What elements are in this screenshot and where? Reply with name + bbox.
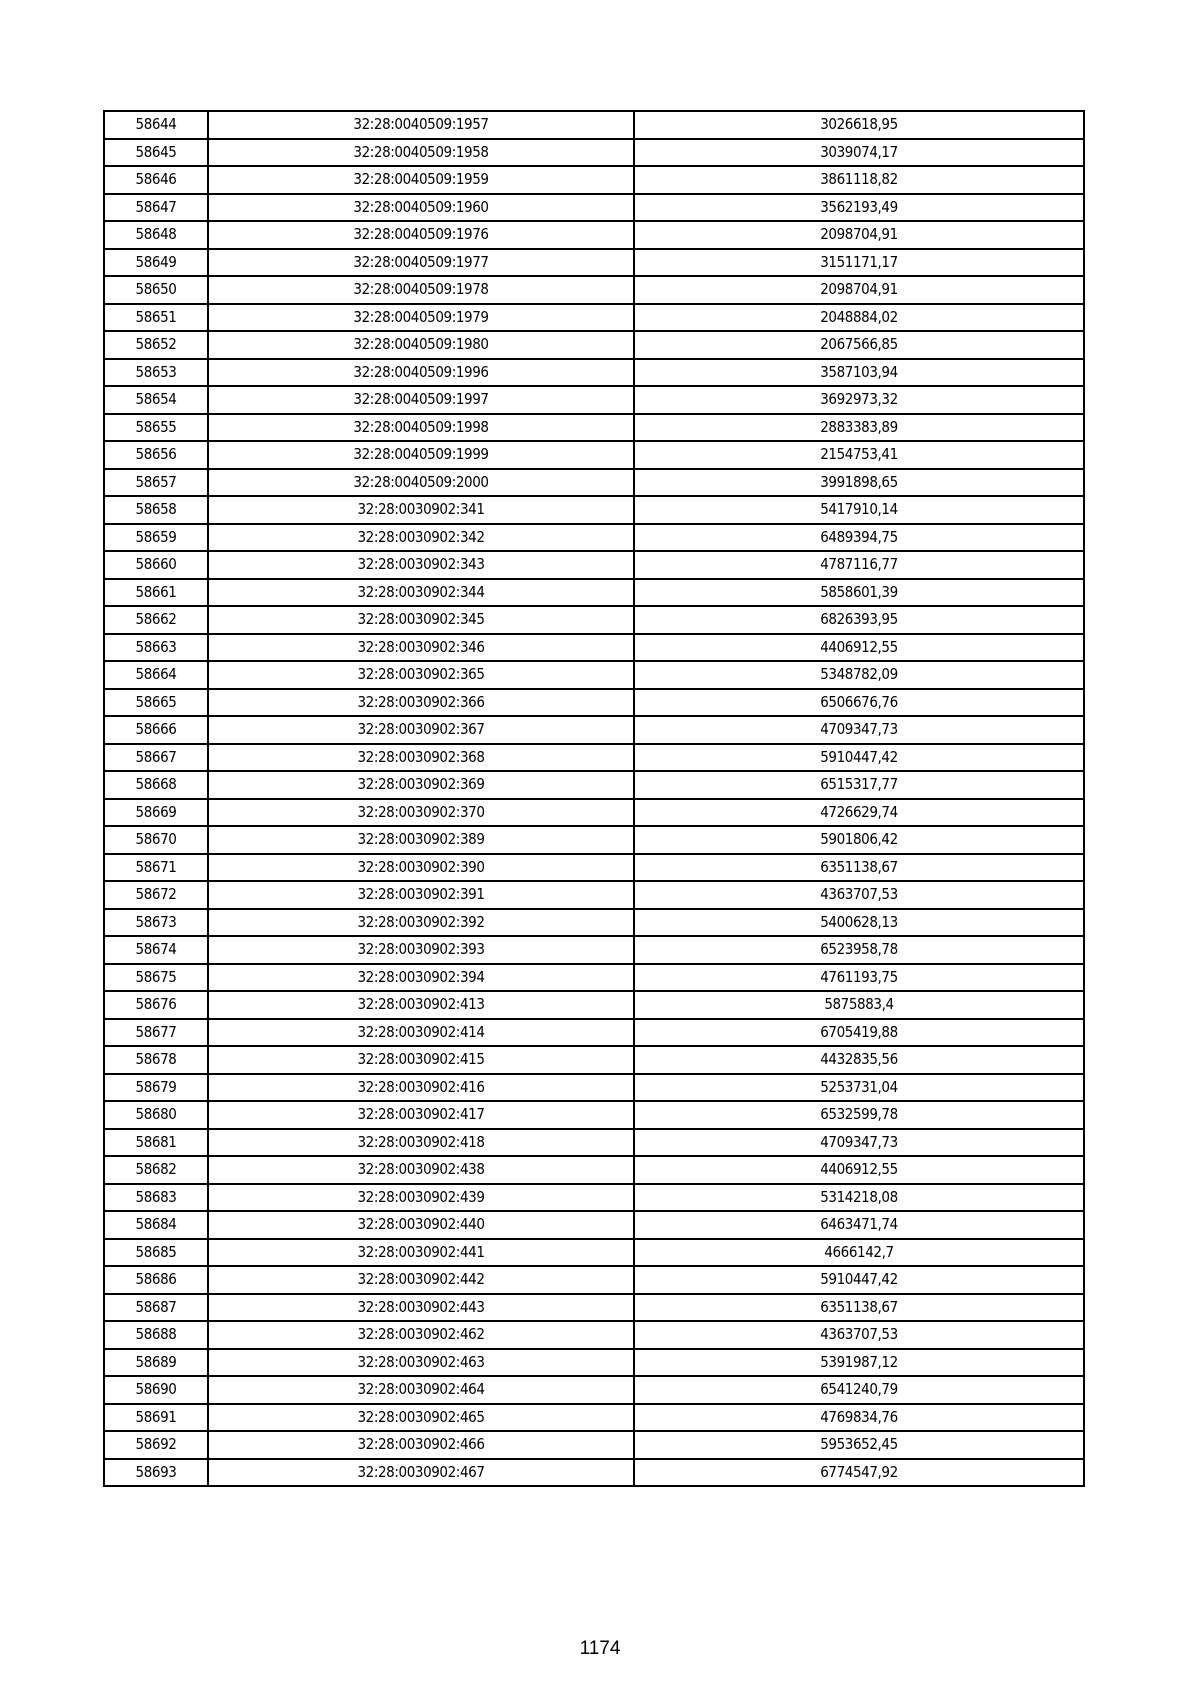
value-cell: 4709347,73: [634, 716, 1084, 744]
row-number-cell: 58652: [104, 331, 208, 359]
table-row: [104, 881, 1084, 909]
table-row: [104, 1101, 1084, 1129]
cadastral-number-cell: 32:28:0030902:344: [208, 579, 634, 607]
value-cell: 4787116,77: [634, 551, 1084, 579]
table-row: [104, 1184, 1084, 1212]
row-number-cell: 58669: [104, 799, 208, 827]
cadastral-number-cell: 32:28:0030902:462: [208, 1321, 634, 1349]
cadastral-number-cell: 32:28:0040509:1978: [208, 276, 634, 304]
value-cell: 5901806,42: [634, 826, 1084, 854]
cadastral-number-cell: 32:28:0030902:438: [208, 1156, 634, 1184]
table-row: [104, 249, 1084, 277]
table-row: [104, 1211, 1084, 1239]
row-number-cell: 58663: [104, 634, 208, 662]
cadastral-number-cell: 32:28:0030902:392: [208, 909, 634, 937]
table-row: [104, 936, 1084, 964]
value-cell: 6705419,88: [634, 1019, 1084, 1047]
cadastral-number-cell: 32:28:0030902:343: [208, 551, 634, 579]
value-cell: 6532599,78: [634, 1101, 1084, 1129]
cadastral-number-cell: 32:28:0030902:370: [208, 799, 634, 827]
table-row: [104, 111, 1084, 139]
table-row: [104, 1459, 1084, 1487]
cadastral-number-cell: 32:28:0030902:464: [208, 1376, 634, 1404]
table-row: [104, 909, 1084, 937]
row-number-cell: 58677: [104, 1019, 208, 1047]
value-cell: 2154753,41: [634, 441, 1084, 469]
table-row: [104, 1074, 1084, 1102]
cadastral-number-cell: 32:28:0040509:1959: [208, 166, 634, 194]
value-cell: 6826393,95: [634, 606, 1084, 634]
cadastral-number-cell: 32:28:0030902:418: [208, 1129, 634, 1157]
cadastral-number-cell: 32:28:0030902:439: [208, 1184, 634, 1212]
value-cell: 4406912,55: [634, 634, 1084, 662]
cadastral-number-cell: 32:28:0040509:1979: [208, 304, 634, 332]
table-row: [104, 826, 1084, 854]
value-cell: 6506676,76: [634, 689, 1084, 717]
table-row: [104, 414, 1084, 442]
table-row: [104, 276, 1084, 304]
cadastral-number-cell: 32:28:0040509:1977: [208, 249, 634, 277]
row-number-cell: 58670: [104, 826, 208, 854]
table-row: [104, 991, 1084, 1019]
row-number-cell: 58680: [104, 1101, 208, 1129]
row-number-cell: 58685: [104, 1239, 208, 1267]
cadastral-number-cell: 32:28:0040509:1997: [208, 386, 634, 414]
cadastral-number-cell: 32:28:0040509:1980: [208, 331, 634, 359]
row-number-cell: 58657: [104, 469, 208, 497]
table-row: [104, 1239, 1084, 1267]
row-number-cell: 58691: [104, 1404, 208, 1432]
value-cell: 6541240,79: [634, 1376, 1084, 1404]
cadastral-number-cell: 32:28:0040509:1958: [208, 139, 634, 167]
table-row: [104, 524, 1084, 552]
row-number-cell: 58678: [104, 1046, 208, 1074]
cadastral-number-cell: 32:28:0030902:389: [208, 826, 634, 854]
table-row: [104, 771, 1084, 799]
row-number-cell: 58662: [104, 606, 208, 634]
value-cell: 2883383,89: [634, 414, 1084, 442]
table-row: [104, 359, 1084, 387]
cadastral-number-cell: 32:28:0030902:443: [208, 1294, 634, 1322]
row-number-cell: 58646: [104, 166, 208, 194]
table-row: [104, 661, 1084, 689]
value-cell: 2098704,91: [634, 276, 1084, 304]
table-row: [104, 689, 1084, 717]
cadastral-number-cell: 32:28:0040509:1960: [208, 194, 634, 222]
table-row: [104, 1046, 1084, 1074]
table-row: [104, 716, 1084, 744]
value-cell: 5400628,13: [634, 909, 1084, 937]
value-cell: 5417910,14: [634, 496, 1084, 524]
cadastral-number-cell: 32:28:0030902:417: [208, 1101, 634, 1129]
table-body: [104, 111, 1084, 1486]
table-row: [104, 606, 1084, 634]
table-row: [104, 139, 1084, 167]
row-number-cell: 58648: [104, 221, 208, 249]
value-cell: 5875883,4: [634, 991, 1084, 1019]
table-row: [104, 1019, 1084, 1047]
table-row: [104, 1376, 1084, 1404]
table-row: [104, 496, 1084, 524]
row-number-cell: 58683: [104, 1184, 208, 1212]
cadastral-number-cell: 32:28:0030902:346: [208, 634, 634, 662]
value-cell: 6774547,92: [634, 1459, 1084, 1487]
value-cell: 5953652,45: [634, 1431, 1084, 1459]
cadastral-number-cell: 32:28:0030902:391: [208, 881, 634, 909]
value-cell: 2098704,91: [634, 221, 1084, 249]
value-cell: 3026618,95: [634, 111, 1084, 139]
table-row: [104, 1431, 1084, 1459]
row-number-cell: 58688: [104, 1321, 208, 1349]
row-number-cell: 58692: [104, 1431, 208, 1459]
page-number: 1174: [579, 1638, 621, 1659]
cadastral-number-cell: 32:28:0030902:441: [208, 1239, 634, 1267]
value-cell: 5314218,08: [634, 1184, 1084, 1212]
value-cell: 3861118,82: [634, 166, 1084, 194]
value-cell: 4769834,76: [634, 1404, 1084, 1432]
value-cell: 3151171,17: [634, 249, 1084, 277]
cadastral-number-cell: 32:28:0030902:467: [208, 1459, 634, 1487]
row-number-cell: 58658: [104, 496, 208, 524]
cadastral-number-cell: 32:28:0030902:394: [208, 964, 634, 992]
row-number-cell: 58649: [104, 249, 208, 277]
value-cell: 5253731,04: [634, 1074, 1084, 1102]
row-number-cell: 58665: [104, 689, 208, 717]
cadastral-number-cell: 32:28:0030902:413: [208, 991, 634, 1019]
cadastral-number-cell: 32:28:0030902:366: [208, 689, 634, 717]
row-number-cell: 58690: [104, 1376, 208, 1404]
value-cell: 3587103,94: [634, 359, 1084, 387]
value-cell: 5858601,39: [634, 579, 1084, 607]
table-row: [104, 304, 1084, 332]
table-row: [104, 194, 1084, 222]
cadastral-number-cell: 32:28:0040509:1999: [208, 441, 634, 469]
row-number-cell: 58664: [104, 661, 208, 689]
data-table: [103, 110, 1085, 1487]
cadastral-number-cell: 32:28:0030902:365: [208, 661, 634, 689]
table-row: [104, 1321, 1084, 1349]
cadastral-number-cell: 32:28:0030902:442: [208, 1266, 634, 1294]
value-cell: 6489394,75: [634, 524, 1084, 552]
value-cell: 4709347,73: [634, 1129, 1084, 1157]
cadastral-number-cell: 32:28:0040509:1996: [208, 359, 634, 387]
table-row: [104, 744, 1084, 772]
cadastral-number-cell: 32:28:0030902:345: [208, 606, 634, 634]
row-number-cell: 58661: [104, 579, 208, 607]
row-number-cell: 58651: [104, 304, 208, 332]
table-row: [104, 386, 1084, 414]
table-row: [104, 166, 1084, 194]
value-cell: 6351138,67: [634, 1294, 1084, 1322]
value-cell: 3991898,65: [634, 469, 1084, 497]
cadastral-number-cell: 32:28:0030902:416: [208, 1074, 634, 1102]
cadastral-number-cell: 32:28:0030902:367: [208, 716, 634, 744]
value-cell: 6463471,74: [634, 1211, 1084, 1239]
table-row: [104, 441, 1084, 469]
row-number-cell: 58666: [104, 716, 208, 744]
row-number-cell: 58654: [104, 386, 208, 414]
row-number-cell: 58679: [104, 1074, 208, 1102]
row-number-cell: 58674: [104, 936, 208, 964]
row-number-cell: 58693: [104, 1459, 208, 1487]
value-cell: 2048884,02: [634, 304, 1084, 332]
cadastral-number-cell: 32:28:0030902:342: [208, 524, 634, 552]
value-cell: 5348782,09: [634, 661, 1084, 689]
row-number-cell: 58655: [104, 414, 208, 442]
cadastral-number-cell: 32:28:0030902:341: [208, 496, 634, 524]
cadastral-number-cell: 32:28:0030902:368: [208, 744, 634, 772]
table-row: [104, 634, 1084, 662]
row-number-cell: 58675: [104, 964, 208, 992]
table-row: [104, 964, 1084, 992]
table-row: [104, 1266, 1084, 1294]
value-cell: 3039074,17: [634, 139, 1084, 167]
row-number-cell: 58672: [104, 881, 208, 909]
row-number-cell: 58667: [104, 744, 208, 772]
table-row: [104, 799, 1084, 827]
table-row: [104, 469, 1084, 497]
table-row: [104, 1129, 1084, 1157]
row-number-cell: 58671: [104, 854, 208, 882]
cadastral-number-cell: 32:28:0040509:1957: [208, 111, 634, 139]
cadastral-number-cell: 32:28:0040509:1976: [208, 221, 634, 249]
cadastral-number-cell: 32:28:0030902:390: [208, 854, 634, 882]
value-cell: 6523958,78: [634, 936, 1084, 964]
row-number-cell: 58681: [104, 1129, 208, 1157]
value-cell: 4363707,53: [634, 881, 1084, 909]
table-row: [104, 1156, 1084, 1184]
row-number-cell: 58647: [104, 194, 208, 222]
row-number-cell: 58682: [104, 1156, 208, 1184]
row-number-cell: 58650: [104, 276, 208, 304]
value-cell: 5910447,42: [634, 744, 1084, 772]
cadastral-number-cell: 32:28:0030902:415: [208, 1046, 634, 1074]
row-number-cell: 58645: [104, 139, 208, 167]
value-cell: 5391987,12: [634, 1349, 1084, 1377]
row-number-cell: 58689: [104, 1349, 208, 1377]
row-number-cell: 58673: [104, 909, 208, 937]
row-number-cell: 58684: [104, 1211, 208, 1239]
cadastral-number-cell: 32:28:0030902:466: [208, 1431, 634, 1459]
value-cell: 4363707,53: [634, 1321, 1084, 1349]
row-number-cell: 58660: [104, 551, 208, 579]
cadastral-number-cell: 32:28:0030902:414: [208, 1019, 634, 1047]
row-number-cell: 58644: [104, 111, 208, 139]
row-number-cell: 58659: [104, 524, 208, 552]
row-number-cell: 58668: [104, 771, 208, 799]
value-cell: 5910447,42: [634, 1266, 1084, 1294]
value-cell: 2067566,85: [634, 331, 1084, 359]
row-number-cell: 58686: [104, 1266, 208, 1294]
cadastral-number-cell: 32:28:0030902:465: [208, 1404, 634, 1432]
cadastral-number-cell: 32:28:0030902:440: [208, 1211, 634, 1239]
value-cell: 6351138,67: [634, 854, 1084, 882]
row-number-cell: 58656: [104, 441, 208, 469]
value-cell: 4666142,7: [634, 1239, 1084, 1267]
row-number-cell: 58676: [104, 991, 208, 1019]
value-cell: 4726629,74: [634, 799, 1084, 827]
cadastral-number-cell: 32:28:0030902:369: [208, 771, 634, 799]
table-row: [104, 579, 1084, 607]
value-cell: 3562193,49: [634, 194, 1084, 222]
table-row: [104, 331, 1084, 359]
cadastral-number-cell: 32:28:0040509:1998: [208, 414, 634, 442]
table-row: [104, 221, 1084, 249]
table-row: [104, 1349, 1084, 1377]
table-row: [104, 1294, 1084, 1322]
cadastral-number-cell: 32:28:0040509:2000: [208, 469, 634, 497]
value-cell: 4406912,55: [634, 1156, 1084, 1184]
cadastral-number-cell: 32:28:0030902:463: [208, 1349, 634, 1377]
value-cell: 4761193,75: [634, 964, 1084, 992]
value-cell: 6515317,77: [634, 771, 1084, 799]
row-number-cell: 58687: [104, 1294, 208, 1322]
row-number-cell: 58653: [104, 359, 208, 387]
cadastral-number-cell: 32:28:0030902:393: [208, 936, 634, 964]
table-row: [104, 551, 1084, 579]
value-cell: 3692973,32: [634, 386, 1084, 414]
table-row: [104, 854, 1084, 882]
value-cell: 4432835,56: [634, 1046, 1084, 1074]
table-row: [104, 1404, 1084, 1432]
